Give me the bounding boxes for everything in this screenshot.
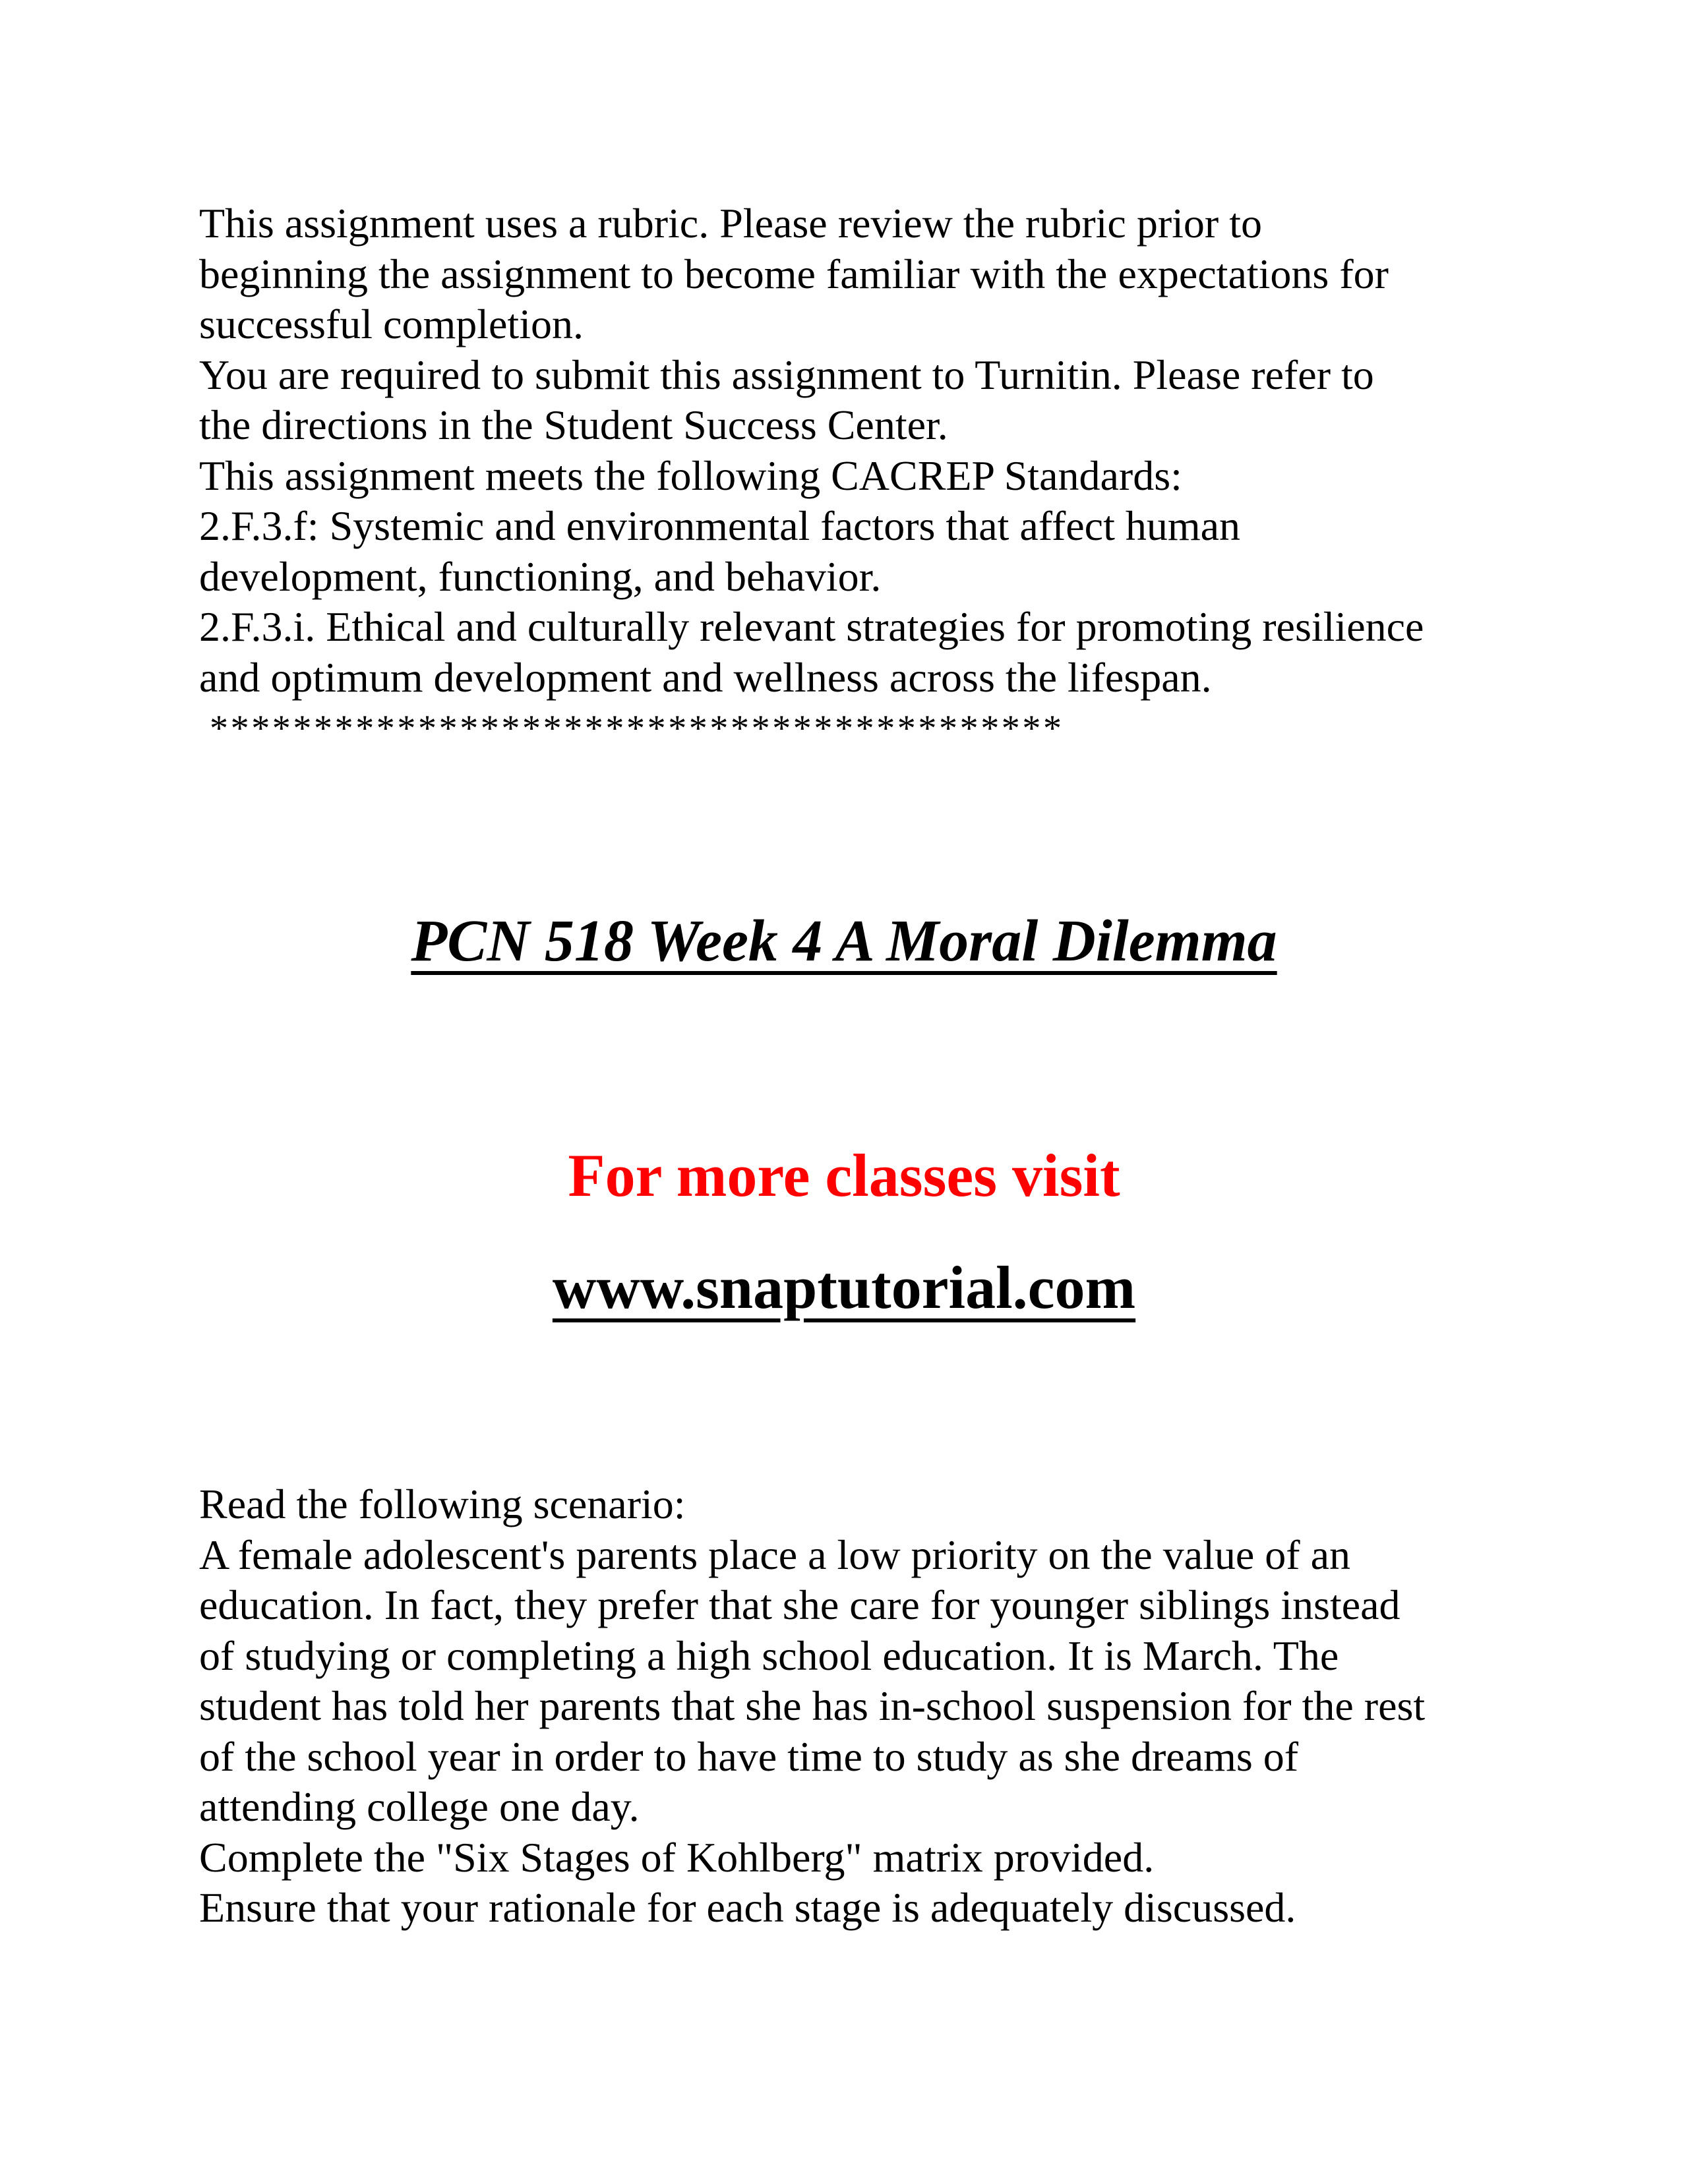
promo-label: For more classes visit (568, 1142, 1120, 1209)
intro-line: You are required to submit this assignment to Turnitin. Please refer to (199, 351, 1374, 398)
scenario-line: Ensure that your rationale for each stage is adequately discussed. (199, 1884, 1296, 1931)
scenario-line: Complete the "Six Stages of Kohlberg" matrix provided. (199, 1833, 1155, 1881)
intro-line: beginning the assignment to become familiar with the expectations for (199, 250, 1389, 297)
intro-line: development, functioning, and behavior. (199, 552, 882, 600)
document-title (0, 908, 1688, 974)
assignment-intro (199, 198, 1518, 703)
intro-line: and optimum development and wellness across the lifespan. (199, 653, 1212, 701)
intro-line: 2.F.3.i. Ethical and culturally relevant strategies for promoting resilience (199, 603, 1424, 650)
intro-line: 2.F.3.f: Systemic and environmental factors that affect human (199, 502, 1241, 549)
title-text: PCN 518 Week 4 A Moral Dilemma (411, 908, 1277, 974)
website-link-text[interactable]: www.snaptutorial.com (552, 1254, 1136, 1321)
scenario-line: of the school year in order to have time to study as she dreams of (199, 1732, 1299, 1780)
scenario-section (199, 1479, 1518, 1933)
scenario-line: Read the following scenario: (199, 1481, 686, 1527)
scenario-line: of studying or completing a high school education. It is March. The (199, 1632, 1339, 1679)
intro-line: the directions in the Student Success Center. (199, 401, 948, 448)
scenario-line: attending college one day. (199, 1783, 640, 1830)
scenario-line: A female adolescent's parents place a low priority on the value of an (199, 1531, 1350, 1578)
asterisk-separator: ***************************************** (210, 708, 1064, 749)
intro-line: This assignment uses a rubric. Please review the rubric prior to (199, 200, 1262, 247)
scenario-line: education. In fact, they prefer that she care for younger siblings instead (199, 1581, 1401, 1628)
intro-line: This assignment meets the following CACREP Standards: (199, 452, 1182, 499)
intro-line: successful completion. (199, 301, 584, 347)
website-link[interactable] (0, 1254, 1688, 1320)
scenario-line: student has told her parents that she has in-school suspension for the rest (199, 1682, 1426, 1729)
promo-text (0, 1142, 1688, 1208)
